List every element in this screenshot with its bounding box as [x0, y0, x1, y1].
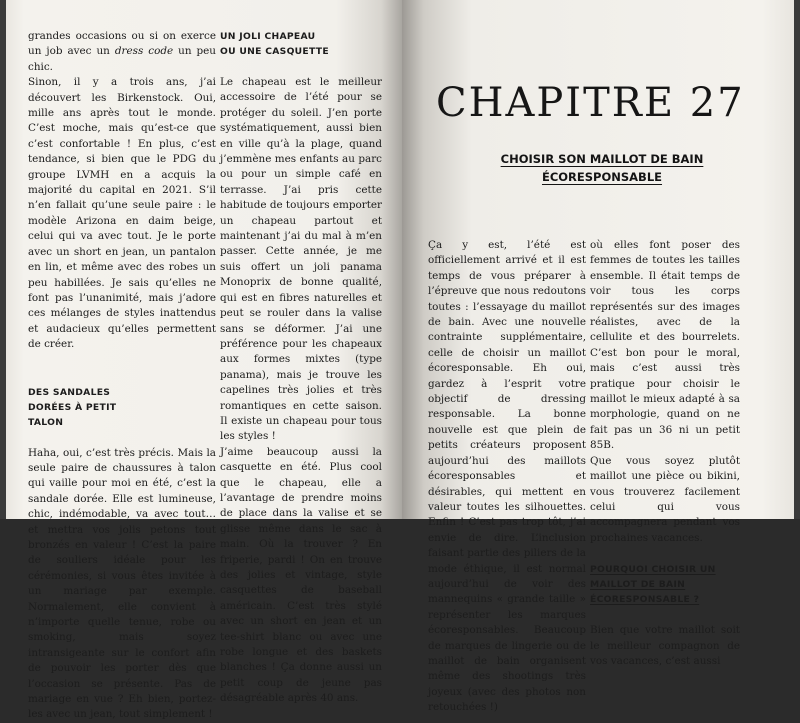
left-page-column-2 [220, 29, 382, 707]
right-page-column-2 [590, 238, 740, 669]
chapter-subtitle: CHOISIR SON MAILLOT DE BAIN ÉCORESPONSABLE [500, 152, 704, 184]
paragraph: où elles font poser des femmes de toutes les tailles ensemble. Il était temps de voir tous les corps représentés sur des images réalistes, avec de la cellulite et des bourrelets. C’est bon pour le moral, mais c’est aussi très pratique pour choisir le maillot le mieux adapté à sa morphologie, quand on ne fait pas un 36 ni un petit 85B. [590, 239, 740, 452]
left-page-column-1 [28, 29, 216, 723]
right-page [402, 0, 794, 714]
italic-phrase: dress code [114, 45, 174, 58]
section-heading: UN JOLI CHAPEAU OU UNE CASQUETTE [220, 31, 329, 57]
paragraph: Le chapeau est le meilleur accessoire de l’été pour se protéger du soleil. J’en porte systématiquement, aussi bien en ville qu’à la plage, quand j’emmène mes enfants au parc ou pour un simple café en terrasse. J’ai pris cette habitude de toujours emporter un chapeau partout et maintenant j’ai du mal à m’en passer. Cette année, je me suis offert un joli panama Monoprix de bonne qualité, qui est en fibres naturelles et peut se rouler dans la valise sans se déformer. J’ai une préférence pour les chapeaux aux formes mixtes (type panama), mais je trouve les capelines très jolies et très romantiques en cette saison. Il existe un chapeau pour tous les styles ! [220, 76, 382, 443]
section-heading: DES SANDALES DORÉES À PETIT TALON [28, 386, 117, 428]
paragraph: Que vous soyez plutôt maillot une pièce ou bikini, vous trouverez facilement celui qui vous accompagnera pendant vos prochaines vacances. [590, 454, 740, 544]
right-page-column-1 [428, 238, 586, 716]
section-heading: POURQUOI CHOISIR UN MAILLOT DE BAIN ÉCORESPONSABLE ? [590, 564, 716, 606]
left-page [6, 0, 402, 721]
chapter-title: CHAPITRE 27 [436, 80, 745, 126]
paragraph: J’aime beaucoup aussi la casquette en été. Plus cool que le chapeau, elle a l’avantage de prendre moins de place dans la valise et se glisse même dans le sac à main. Où la trouver ? En friperie, pardi ! On en trouve des jolies et vintage, style casquettes de baseball américain. C’est très stylé avec un short en jean et un tee-shirt blanc ou avec une robe longue et des baskets blanches ! Ça donne aussi un petit coup de jeune pas désagréable après 40 ans. [220, 445, 382, 705]
book-edge-right [794, 0, 800, 519]
paragraph: Haha, oui, c’est très précis. Mais la seule paire de chaussures à talon qui vaille pour moi en été, c’est la sandale dorée. Elle est lumineuse, chic, indémodable, va avec tout… et mettra vos jolis petons tout bronzés en valeur ! C’est la paire de souliers idéale pour les cérémonies, si vous êtes invitée à un mariage par exemple. Normalement, elle convient à n’importe quelle tenue, robe ou smoking, mais soyez intransigeante sur le confort afin de pouvoir les porter dès que l’occasion se présente. Pas de mariage en vue ? Eh bien, portez-les avec un jean, tout simplement ! [28, 446, 216, 721]
paragraph: grandes occasions ou si on exerce un job avec un dress code un peu chic. [28, 30, 216, 73]
paragraph: Bien que votre maillot soit le meilleur compagnon de vos vacances, c’est aussi [590, 624, 740, 667]
paragraph: Sinon, il y a trois ans, j’ai découvert les Birkenstock. Oui, mille ans après tout le monde. C’est moche, mais qu’est-ce que c’est confortable ! En plus, c’est tendance, si bien que le PDG du groupe LVMH en a acquis la majorité du capital en 2021. S’il n’en fallait qu’une seule paire : le modèle Arizona en daim beige, celui qui va avec tout. Je le porte avec un short en jean, un pantalon en lin, et même avec des robes un peu habillées. Je sais qu’elles ne font pas l’unanimité, mais j’adore ces mélanges de styles inattendus et audacieux qu’elles permettent de créer. [28, 76, 216, 351]
paragraph: Ça y est, l’été est officiellement arrivé et il est temps de vous préparer à l’épreuve que nous redoutons toutes : l’essayage du maillot de bain. Avec une nouvelle contrainte supplémentaire, celle de choisir un maillot écoresponsable. Eh oui, gardez à l’esprit votre objectif de dressing responsable. La bonne nouvelle est que plein de petits créateurs proposent aujourd’hui des maillots écoresponsables et désirables, qui mettent en valeur toutes les silhouettes. Enfin ! C’est pas trop tôt, j’ai envie de dire. L’inclusion faisant partie des piliers de la mode éthique, il est normal aujourd’hui de voir des mannequins « grande taille » représenter les marques écoresponsables. Beaucoup de marques de lingerie ou de maillot de bain organisent même des shootings très joyeux (avec des photos non retouchées !) [428, 239, 586, 714]
